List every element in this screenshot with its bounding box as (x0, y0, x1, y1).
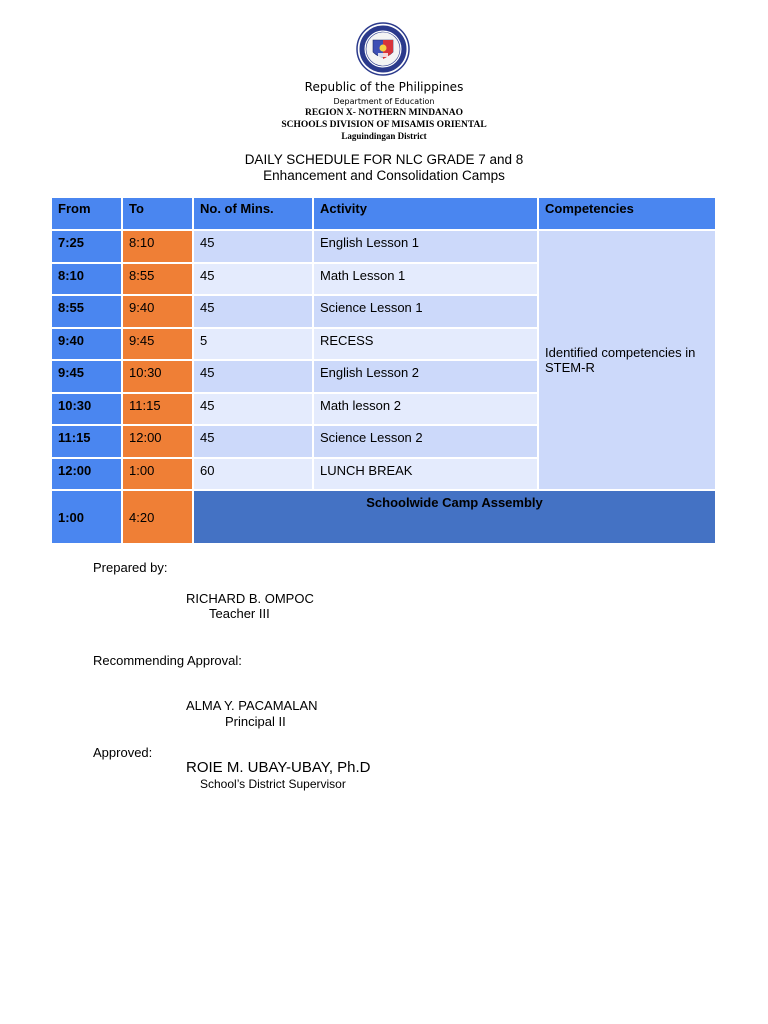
cell-from: 11:15 (52, 425, 122, 458)
cell-mins: 45 (193, 263, 313, 296)
cell-mins: 45 (193, 425, 313, 458)
cell-to: 12:00 (122, 425, 193, 458)
cell-to: 8:55 (122, 263, 193, 296)
cell-mins: 45 (193, 230, 313, 263)
cell-activity: English Lesson 1 (313, 230, 538, 263)
table-header-row (52, 198, 716, 230)
cell-mins: 45 (193, 360, 313, 393)
approved-title: School’s District Supervisor (200, 777, 346, 791)
header-mins: No. of Mins. (193, 198, 313, 230)
cell-to: 4:20 (122, 490, 193, 544)
cell-activity: Science Lesson 2 (313, 425, 538, 458)
header-from: From (52, 198, 122, 230)
cell-activity: RECESS (313, 328, 538, 361)
schedule-title: DAILY SCHEDULE FOR NLC GRADE 7 and 8 (244, 152, 524, 167)
cell-to: 8:10 (122, 230, 193, 263)
cell-from: 10:30 (52, 393, 122, 426)
cell-from: 9:40 (52, 328, 122, 361)
prepared-name: RICHARD B. OMPOC (186, 591, 314, 606)
recommending-label: Recommending Approval: (93, 653, 242, 668)
table-row (52, 230, 716, 263)
cell-mins: 60 (193, 458, 313, 491)
header-to: To (122, 198, 193, 230)
header-activity: Activity (313, 198, 538, 230)
recommending-title: Principal II (225, 714, 286, 729)
cell-to: 11:15 (122, 393, 193, 426)
cell-to: 10:30 (122, 360, 193, 393)
cell-activity: Math Lesson 1 (313, 263, 538, 296)
cell-from: 9:45 (52, 360, 122, 393)
cell-from: 12:00 (52, 458, 122, 491)
cell-assembly: Schoolwide Camp Assembly (193, 490, 716, 544)
cell-from: 8:55 (52, 295, 122, 328)
cell-mins: 45 (193, 295, 313, 328)
region-heading: REGION X- NOTHERN MINDANAO (304, 108, 464, 118)
approved-name: ROIE M. UBAY-UBAY, Ph.D (186, 759, 371, 776)
cell-to: 1:00 (122, 458, 193, 491)
prepared-title: Teacher III (209, 606, 270, 621)
table-row-assembly (52, 490, 716, 544)
cell-from: 7:25 (52, 230, 122, 263)
header-competencies: Competencies (538, 198, 716, 230)
cell-activity: Science Lesson 1 (313, 295, 538, 328)
republic-heading: Republic of the Philippines (304, 80, 464, 94)
cell-mins: 5 (193, 328, 313, 361)
cell-competencies: Identified competencies in STEM-R (538, 230, 716, 490)
prepared-label: Prepared by: (93, 560, 168, 575)
schedule-table (52, 198, 717, 545)
division-heading: SCHOOLS DIVISION OF MISAMIS ORIENTAL (281, 120, 487, 130)
department-heading: Department of Education (333, 97, 435, 106)
approved-label: Approved: (93, 745, 153, 760)
cell-to: 9:40 (122, 295, 193, 328)
district-heading: Laguindingan District (341, 131, 427, 141)
deped-seal-logo (356, 22, 410, 76)
cell-from: 8:10 (52, 263, 122, 296)
cell-activity: English Lesson 2 (313, 360, 538, 393)
schedule-subtitle: Enhancement and Consolidation Camps (263, 168, 505, 183)
cell-to: 9:45 (122, 328, 193, 361)
cell-activity: Math lesson 2 (313, 393, 538, 426)
recommending-name: ALMA Y. PACAMALAN (186, 698, 318, 713)
cell-activity: LUNCH BREAK (313, 458, 538, 491)
cell-mins: 45 (193, 393, 313, 426)
cell-from: 1:00 (52, 490, 122, 544)
